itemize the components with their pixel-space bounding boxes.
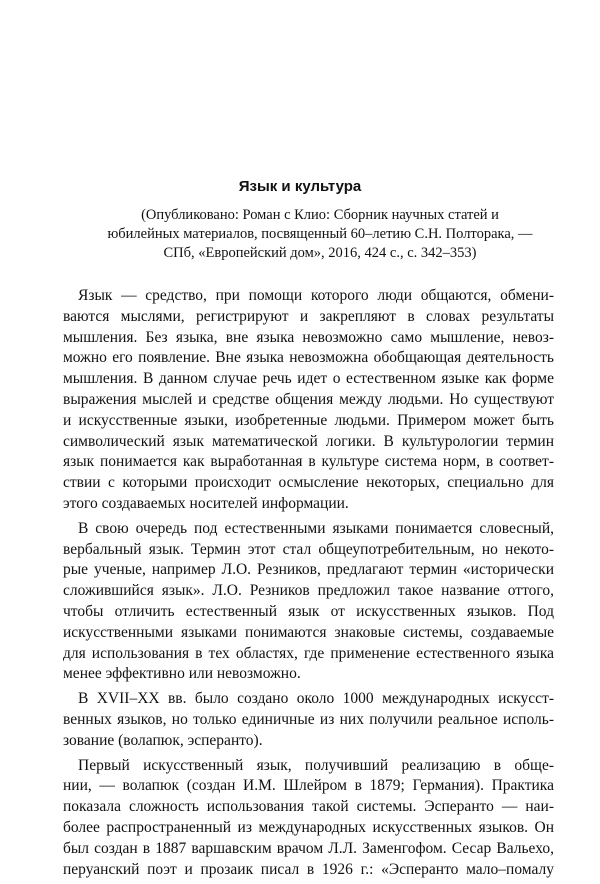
text-line: В свою очередь под естественными языками понимается словесный, xyxy=(78,519,554,537)
chapter-title: Язык и культура xyxy=(238,178,362,195)
text-line: более распространенный из международных искусственных языков. Он xyxy=(63,818,554,836)
text-line: перуанский поэт и прозаик писал в 1926 г.: «Эсперанто мало–помалу xyxy=(63,860,554,878)
text-line: рые ученые, например Л.О. Резников, предлагают термин «исторически xyxy=(63,561,554,579)
text-line: В XVII–XX вв. было создано около 1000 международных искусст- xyxy=(78,690,554,708)
paragraph xyxy=(63,756,554,881)
text-line: венных языков, но только единичные из них получили реальное исполь- xyxy=(63,710,554,728)
text-line: Язык — средство, при помощи которого люди общаются, обмени- xyxy=(78,287,554,304)
publication-note-line: юбилейных материалов, посвященный 60–летию С.Н. Полторака, — xyxy=(107,226,533,242)
text-line: мышления. В данном случае речь идет о естественном языке как форме xyxy=(63,370,554,388)
paragraph xyxy=(63,689,554,751)
body-text xyxy=(63,286,554,884)
publication-note-line: СПб, «Европейский дом», 2016, 424 с., с. 342–353) xyxy=(163,245,477,261)
text-line: зование (волапюк, эсперанто). xyxy=(63,731,263,749)
text-line: и искусственные языки, изобретенные людьми. Примером может быть xyxy=(63,411,554,429)
text-line: выражения мыслей и средстве общения между людьми. Но существуют xyxy=(63,390,554,408)
text-line: мышления. Без языка, вне языка невозможно само мышление, невоз- xyxy=(63,328,554,346)
text-line: можно его появление. Вне языка невозможна обобщающая деятельность xyxy=(63,349,554,367)
text-line: вербальный язык. Термин этот стал общеупотребительным, но некото- xyxy=(63,540,554,558)
text-line: менее эффективно или невозможно. xyxy=(63,665,301,683)
text-line: нии, — волапюк (создан И.М. Шлейром в 1879; Германия). Практика xyxy=(63,777,554,795)
text-line: язык понимается как выработанная в культуре система норм, в соответ- xyxy=(63,453,554,471)
text-line: ствии с которыми происходит осмысление некоторых, специально для xyxy=(63,474,554,492)
text-line: Первый искусственный язык, получивший реализацию в обще- xyxy=(78,756,554,774)
paragraph xyxy=(63,519,554,685)
publication-note-line: (Опубликовано: Роман с Клио: Сборник научных статей и xyxy=(141,207,499,223)
text-line: был создан в 1887 варшавским врачом Л.Л. Заменгофом. Сесар Вальехо, xyxy=(63,839,554,857)
text-line: этого создаваемых носителей информации. xyxy=(63,494,349,512)
text-line: для использования в тех областях, где применение естественного языка xyxy=(63,644,554,662)
paragraph xyxy=(63,286,554,515)
text-line: ваются мыслями, регистрируют и закрепляют в словах результаты xyxy=(63,307,554,325)
text-line: показала сложность использования такой системы. Эсперанто — наи- xyxy=(63,798,554,816)
text-line: сложившийся язык». Л.О. Резников предложил такое название оттого, xyxy=(63,582,554,600)
text-line: чтобы отличить естественный язык от искусственных языков. Под xyxy=(63,602,554,620)
text-line: искусственными языками понимаются знаковые системы, создаваемые xyxy=(63,623,554,641)
text-line: символический язык математической логики. В культурологии термин xyxy=(63,432,554,450)
publication-note xyxy=(100,206,540,263)
